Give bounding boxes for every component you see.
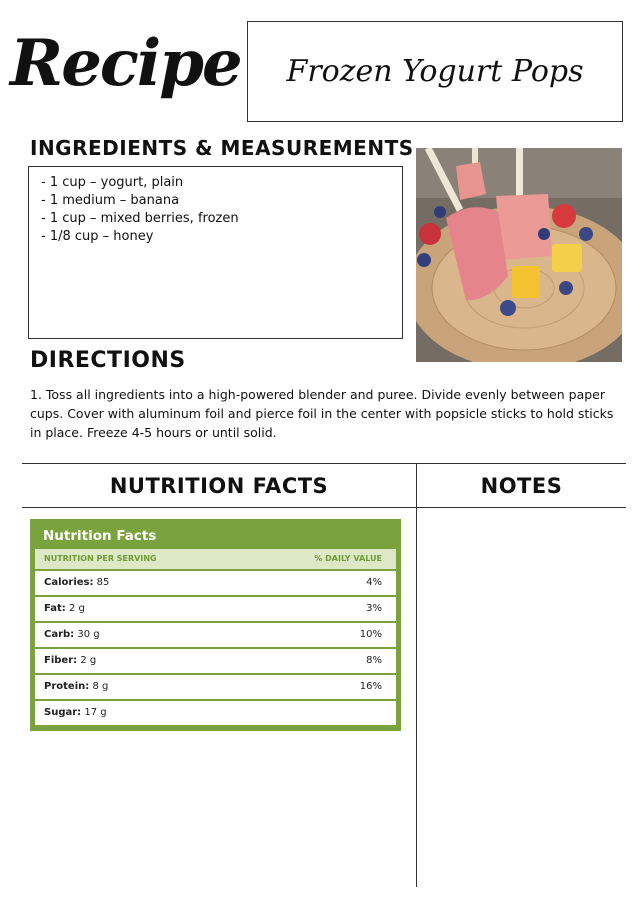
nutrition-row-calories xyxy=(35,571,396,595)
recipe-title-box xyxy=(247,21,623,122)
nutrition-subheader xyxy=(35,549,396,569)
directions-heading: DIRECTIONS xyxy=(30,348,186,373)
ingredient-item: - 1 cup – mixed berries, frozen xyxy=(41,211,239,226)
ingredients-list xyxy=(41,174,390,246)
nutrient-daily-value: 10% xyxy=(359,629,382,640)
nutrient-label: Protein: xyxy=(44,681,90,692)
recipe-title: Frozen Yogurt Pops xyxy=(286,54,584,89)
nutrient-label: Fiber: xyxy=(44,655,78,666)
table-top-divider xyxy=(22,463,626,464)
nutrient-label: Sugar: xyxy=(44,707,82,718)
daily-value-label: % DAILY VALUE xyxy=(314,554,382,563)
nutrient-daily-value: 3% xyxy=(366,603,382,614)
nutrition-facts-panel xyxy=(30,519,401,731)
nutrient-label: Fat: xyxy=(44,603,66,614)
notes-heading: NOTES xyxy=(480,474,563,498)
ingredients-heading: INGREDIENTS & MEASUREMENTS xyxy=(30,136,414,160)
nutrient-amount: 8 g xyxy=(92,681,109,692)
column-divider xyxy=(416,463,417,887)
nutrient-daily-value: 16% xyxy=(359,681,382,692)
per-serving-label: NUTRITION PER SERVING xyxy=(44,554,157,563)
nutrition-panel-title: Nutrition Facts xyxy=(43,528,157,544)
frozen-yogurt-pops-photo xyxy=(416,148,622,362)
nutrition-facts-heading: NUTRITION FACTS xyxy=(109,474,329,498)
nutrient-amount: 2 g xyxy=(68,603,85,614)
nutrition-row-fiber xyxy=(35,649,396,673)
nutrient-label: Carb: xyxy=(44,629,75,640)
photo-illustration xyxy=(416,148,622,362)
ingredient-item: - 1/8 cup – honey xyxy=(41,229,154,244)
nutrient-daily-value: 8% xyxy=(366,655,382,666)
nutrient-daily-value: 4% xyxy=(366,577,382,588)
nutrition-row-sugar xyxy=(35,701,396,725)
table-header-divider xyxy=(22,507,626,508)
nutrient-amount: 30 g xyxy=(77,629,100,640)
nutrient-amount: 2 g xyxy=(80,655,97,666)
nutrition-row-fat xyxy=(35,597,396,621)
nutrient-amount: 17 g xyxy=(84,707,107,718)
ingredient-item: - 1 cup – yogurt, plain xyxy=(41,175,184,190)
nutrient-label: Calories: xyxy=(44,577,94,588)
ingredients-box xyxy=(28,166,403,339)
nutrition-row-protein xyxy=(35,675,396,699)
directions-text: 1. Toss all ingredients into a high-powered blender and puree. Divide evenly between paper cups. Cover with aluminum foil and pierce foil in the center with popsicle sticks to hold sticks in place. Freeze 4-5 hours or until solid. xyxy=(30,387,614,440)
nutrition-row-carb xyxy=(35,623,396,647)
nutrient-amount: 85 xyxy=(96,577,110,588)
ingredient-item: - 1 medium – banana xyxy=(41,193,180,208)
recipe-brand-heading: Recipe xyxy=(10,26,241,101)
